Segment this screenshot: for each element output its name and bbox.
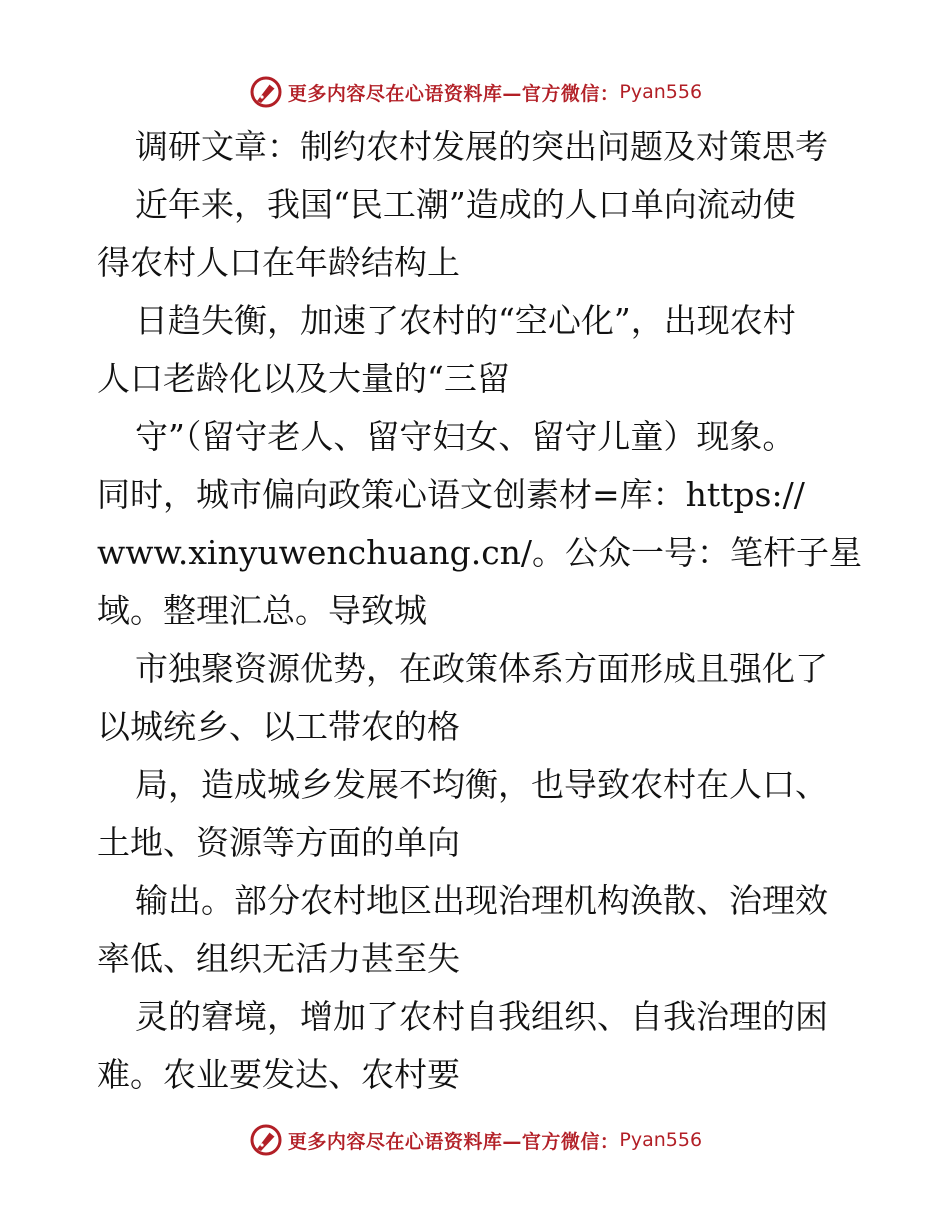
page-footer-banner — [0, 1120, 950, 1160]
footer-wechat-id: Pyan556 — [619, 1129, 703, 1151]
document-line: 日趋失衡，加速了农村的“空心化”，出现农村 — [135, 301, 796, 340]
footer-banner-text: 更多内容尽在心语资料库—官方微信： — [287, 1130, 620, 1153]
header-banner-text: 更多内容尽在心语资料库—官方微信： — [287, 82, 620, 105]
document-line: 灵的窘境，增加了农村自我组织、自我治理的困 — [135, 997, 828, 1036]
document-line: 人口老龄化以及大量的“三留 — [97, 359, 510, 398]
document-line: 守”（留守老人、留守妇女、留守儿童）现象。 — [135, 417, 796, 456]
document-line: 同时，城市偏向政策心语文创素材=库：https:// — [97, 475, 805, 514]
document-line: 难。农业要发达、农村要 — [97, 1055, 460, 1094]
pen-nib-circle-icon — [248, 1122, 284, 1158]
document-line: 率低、组织无活力甚至失 — [97, 939, 460, 978]
document-line: www.xinyuwenchuang.cn/。公众一号：笔杆子星 — [97, 533, 863, 572]
document-title: 调研文章：制约农村发展的突出问题及对策思考 — [135, 127, 828, 166]
document-line: 域。整理汇总。导致城 — [97, 591, 427, 630]
page-header-banner — [0, 72, 950, 112]
document-line: 以城统乡、以工带农的格 — [97, 707, 460, 746]
document-line: 土地、资源等方面的单向 — [97, 823, 460, 862]
pen-nib-circle-icon — [248, 74, 284, 110]
document-line: 近年来，我国“民工潮”造成的人口单向流动使 — [135, 185, 796, 224]
document-line: 输出。部分农村地区出现治理机构涣散、治理效 — [135, 881, 828, 920]
header-wechat-id: Pyan556 — [619, 81, 703, 103]
document-line: 得农村人口在年龄结构上 — [97, 243, 460, 282]
document-line: 市独聚资源优势，在政策体系方面形成且强化了 — [135, 649, 828, 688]
document-line: 局，造成城乡发展不均衡，也导致农村在人口、 — [135, 765, 828, 804]
document-body — [97, 118, 867, 1104]
